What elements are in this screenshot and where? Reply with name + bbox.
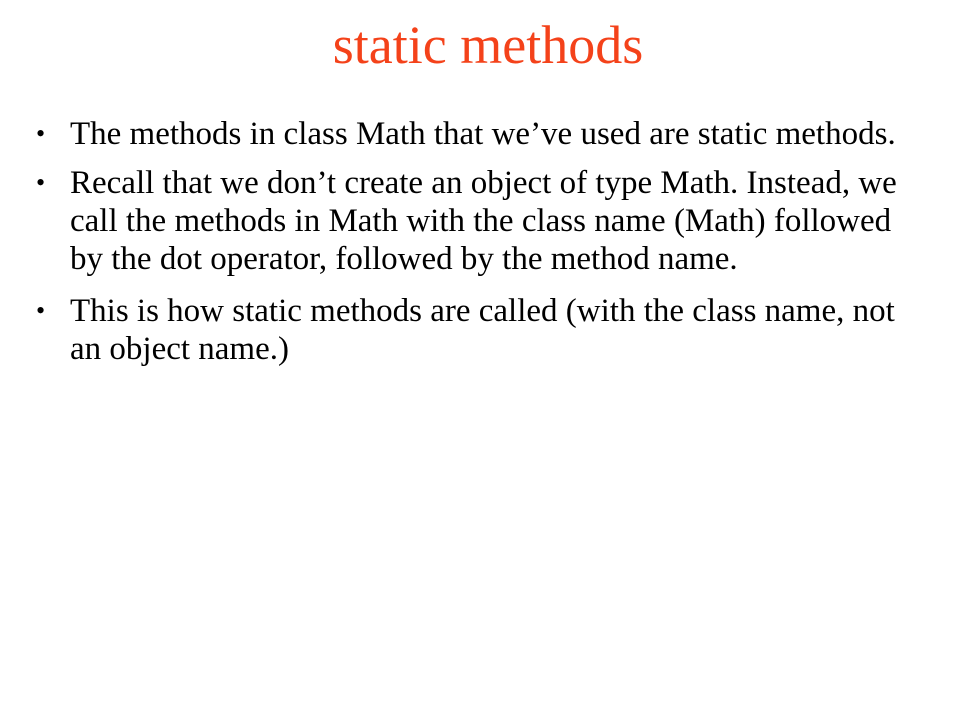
bullet-text: Recall that we don’t create an object of type Math. Instead, we call the methods in Math with the class name (Math) followed by the dot operator, followed by the method name. bbox=[70, 165, 897, 277]
bullet-dot-icon: • bbox=[36, 168, 46, 197]
bullet-item-static-methods bbox=[36, 112, 916, 156]
slide-title: static methods bbox=[332, 15, 644, 75]
bullet-list bbox=[36, 112, 916, 382]
bullet-dot-icon: • bbox=[36, 296, 46, 325]
bullet-dot-icon: • bbox=[36, 119, 46, 148]
bullet-item-how-called bbox=[36, 292, 916, 368]
bullet-item-recall-math bbox=[36, 164, 916, 278]
bullet-text: This is how static methods are called (with the class name, not an object name.) bbox=[70, 293, 895, 367]
bullet-text: The methods in class Math that we’ve used are static methods. bbox=[70, 116, 896, 152]
